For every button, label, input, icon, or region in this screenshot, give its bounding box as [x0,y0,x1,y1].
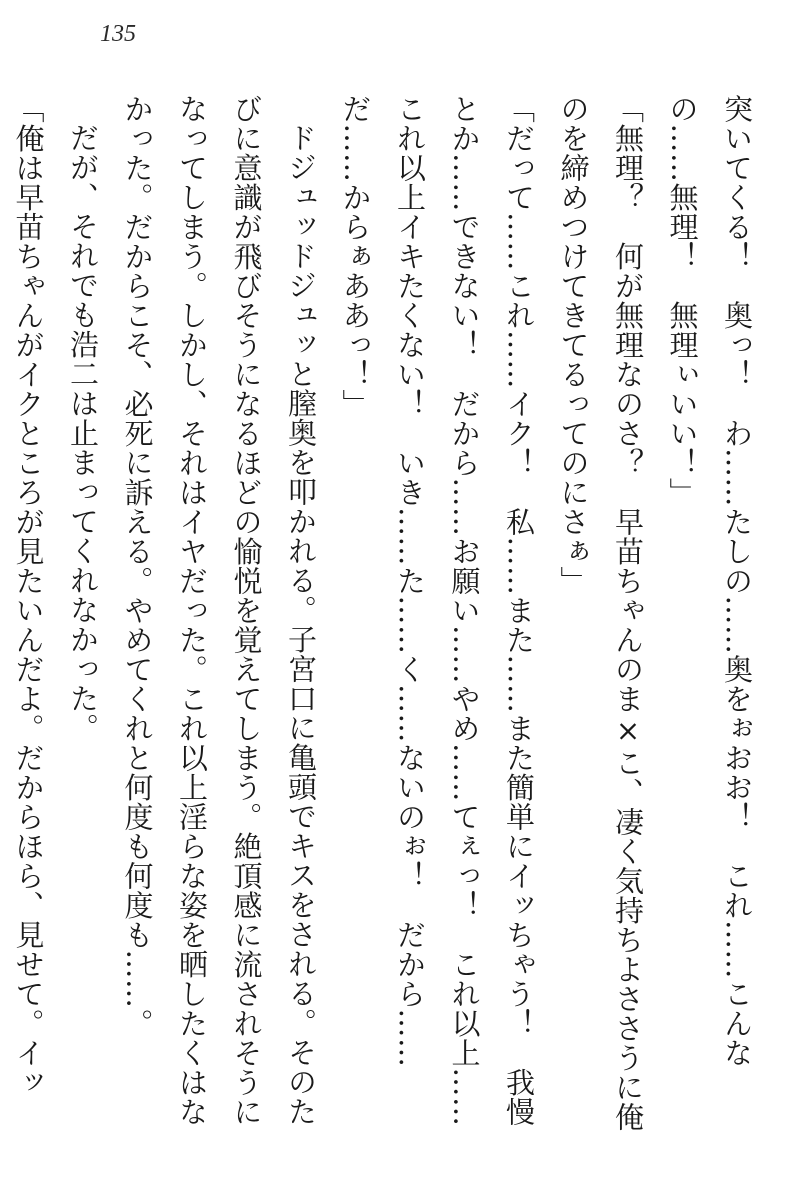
paragraph: 「無理？ 何が無理なのさ？ 早苗ちゃんのま×こ、凄く気持ちよささうに俺のを締めつけてきてるってのにさぁ」 [556,94,645,1132]
paragraph: だが、それでも浩二は止まってくれなかった。 [66,123,100,743]
paragraph: ドジュッドジュッと膣奥を叩かれる。子宮口に亀頭でキスをされる。そのたびに意識が飛びそうになるほどの愉悦を覚えてしまう。絶頂感に流されそうになってしまう。しかし、それはイヤだった。これ以上淫らな姿を晒したくはなかった。だからこそ、必死に訴える。やめてくれと何度も何度も……。 [120,94,318,1127]
paragraph: 「俺は早苗ちゃんがイクところが見たいんだよ。だからほら、見せて。イッ [11,94,46,1097]
page-number: 135 [100,21,136,47]
vertical-text-body [11,94,764,1154]
paragraph: 突いてくる！ 奥っ！ わ……たしの……奥をぉおお！ これ……こんなの……無理！ 無理ぃいい！」 [665,94,754,1068]
paragraph: 「だって……これ……イク！ 私……また……また簡単にイッちゃう！ 我慢とか……できない！ だから……お願い……やめ……てぇっ！ これ以上……これ以上イキたくない！ いき……た……く……ないのぉ！ だから……だ……からぁああっ！」 [338,94,536,1127]
